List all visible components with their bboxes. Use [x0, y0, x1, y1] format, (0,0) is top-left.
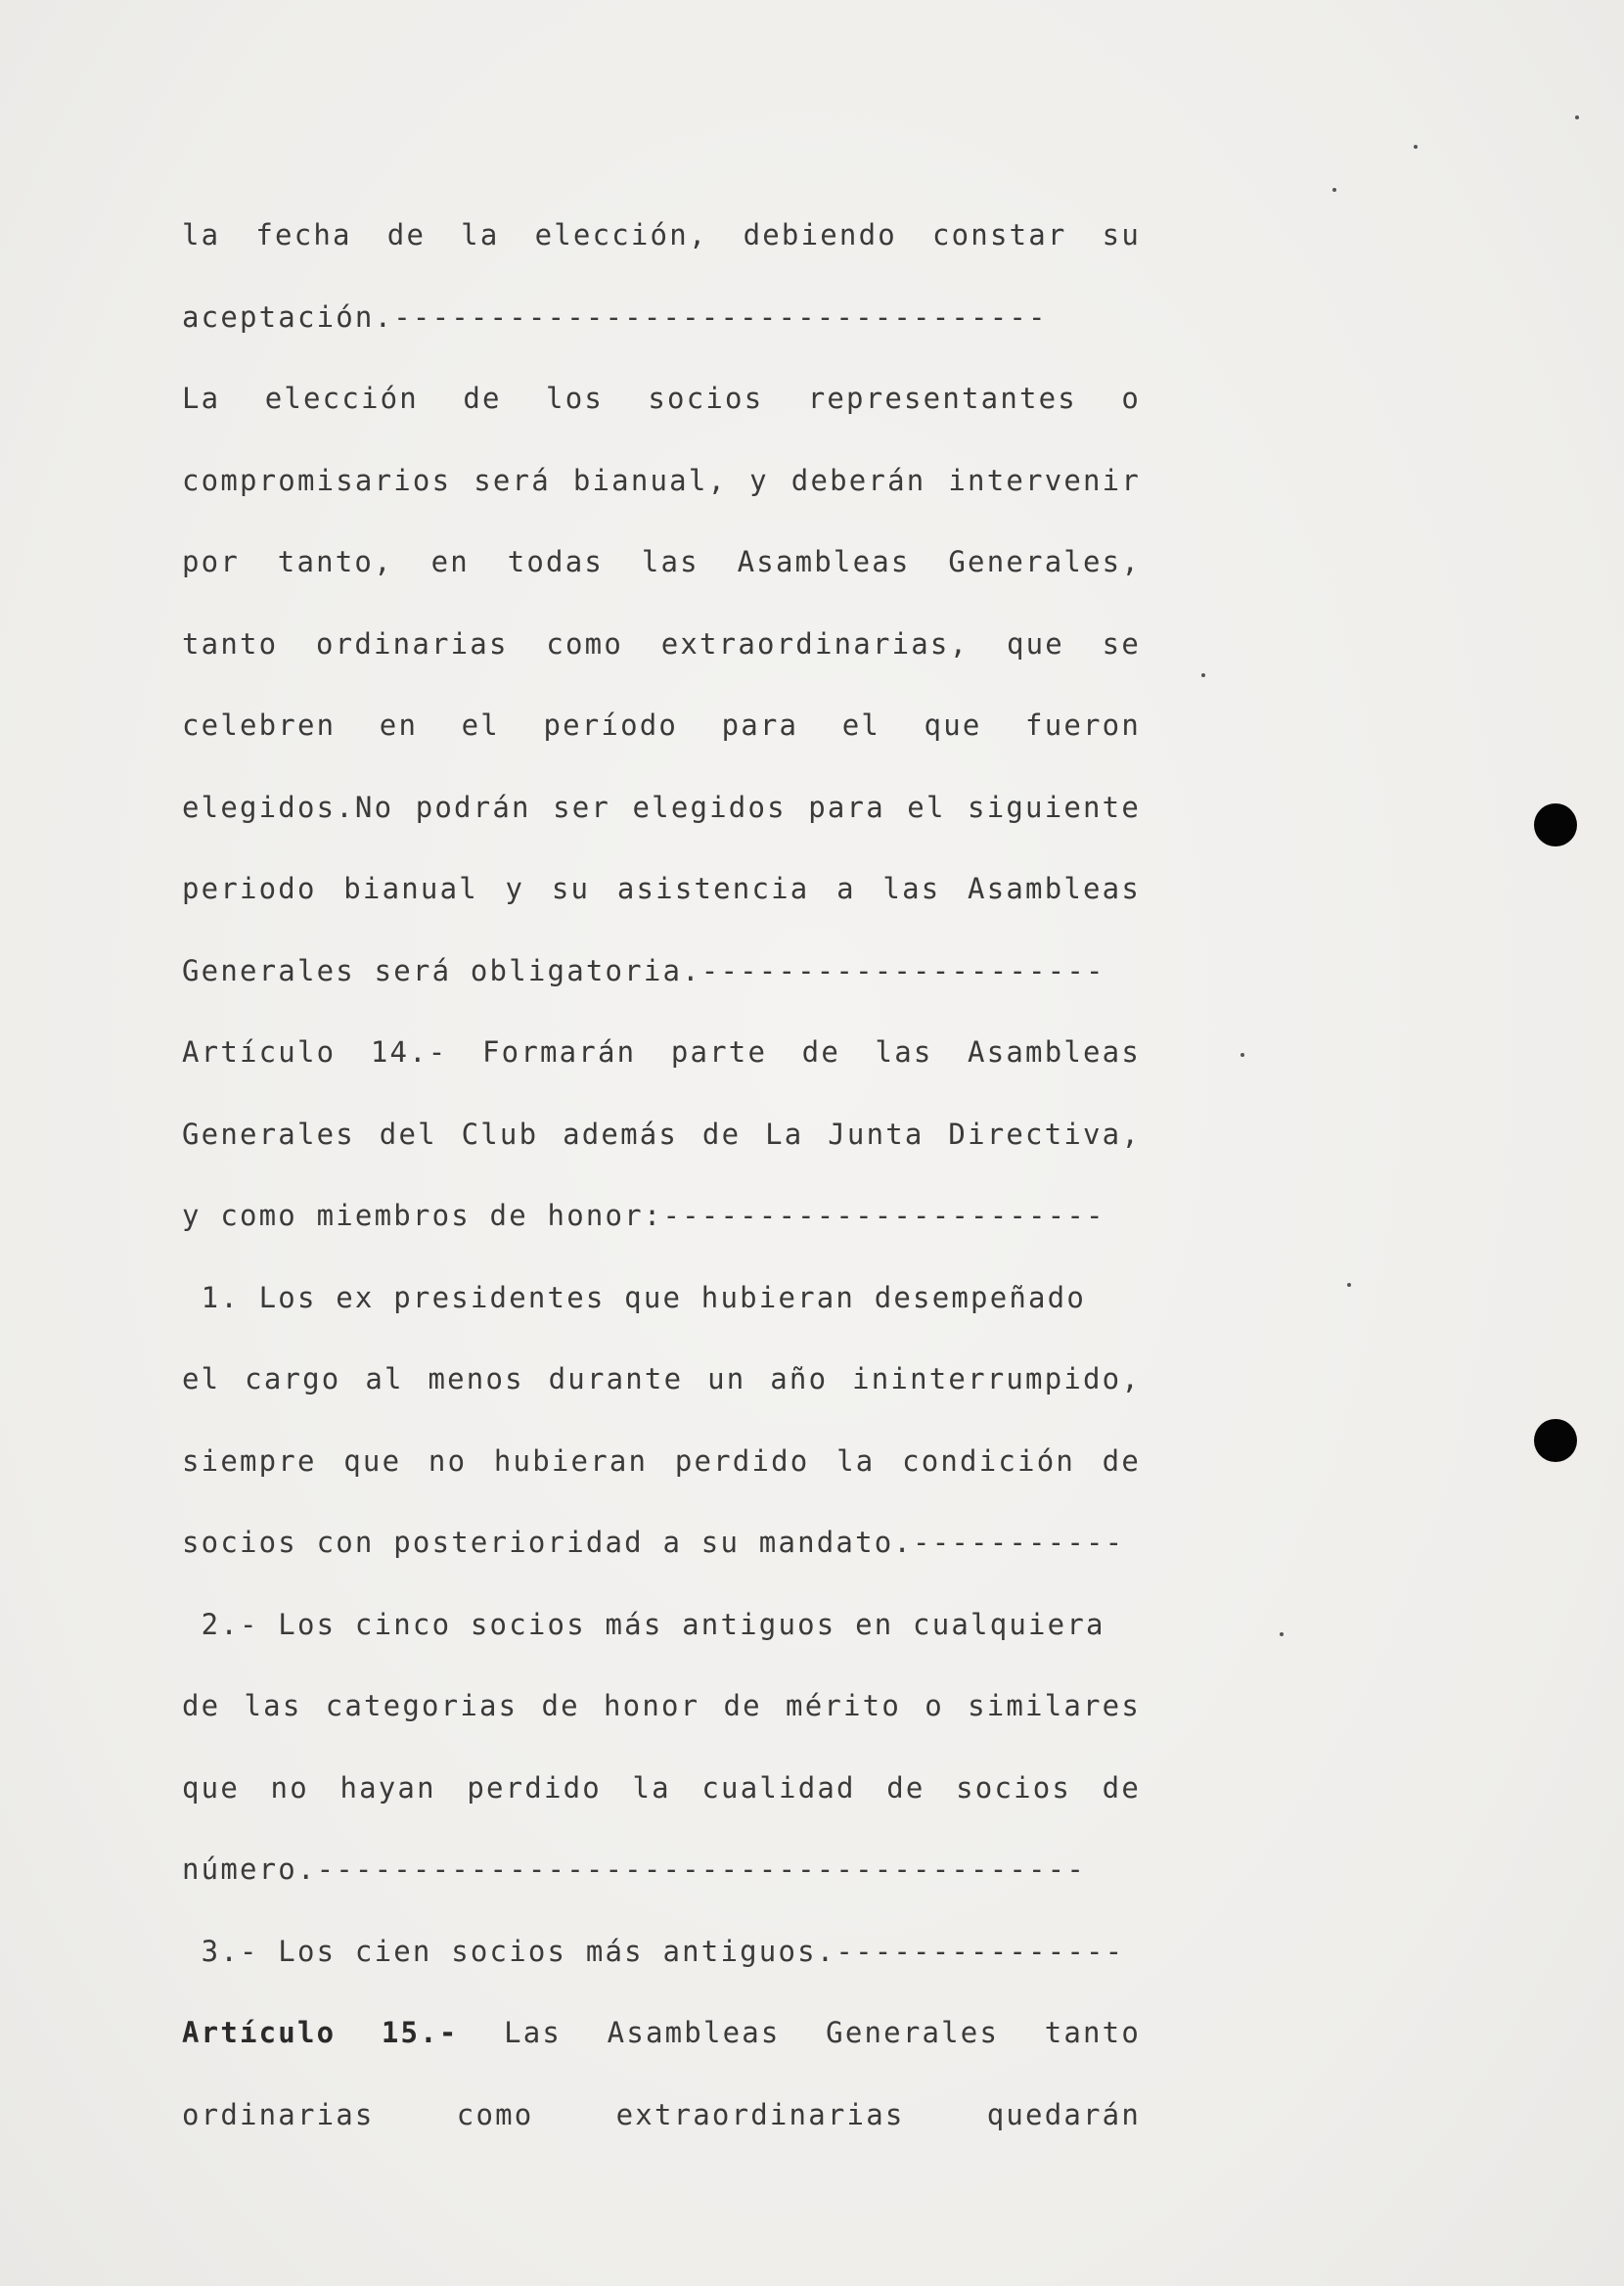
paper-speck: [1575, 115, 1579, 119]
text-line: tanto ordinarias como extraordinarias, que se: [182, 626, 1141, 661]
text-line: socios con posterioridad a su mandato.-----------: [182, 1526, 1125, 1559]
document-body: [182, 206, 1160, 2167]
text-line: La elección de los socios representantes o: [182, 382, 1141, 415]
text-line: Generales del Club además de La Junta Directiva,: [182, 1117, 1141, 1151]
text-line: elegidos.No podrán ser elegidos para el siguiente: [182, 790, 1141, 824]
paper-speck: [1241, 1053, 1244, 1057]
punch-hole-top: [1534, 803, 1577, 846]
list-item-1: 1. Los ex presidentes que hubieran desempeñado: [182, 1280, 1086, 1314]
paper-speck: [1414, 145, 1418, 149]
paper-speck: [1201, 673, 1205, 677]
article-15-heading-line: [182, 2003, 1141, 2085]
text-line: la fecha de la elección, debiendo constar su: [182, 218, 1141, 251]
text-line: y como miembros de honor:-----------------------: [182, 1199, 1105, 1232]
article-15-heading: Artículo 15.-: [182, 2016, 459, 2049]
article-15-text: Las Asambleas Generales tanto: [504, 2016, 1141, 2049]
list-item-3: 3.- Los cien socios más antiguos.---------------: [182, 1934, 1125, 1968]
text-line: aceptación.----------------------------------: [182, 299, 1048, 334]
text-line: el cargo al menos durante un año ininterrumpido,: [182, 1362, 1141, 1395]
text-line: número.----------------------------------------: [182, 1852, 1086, 1886]
text-line: Generales será obligatoria.---------------------: [182, 953, 1105, 987]
text-line: que no hayan perdido la cualidad de socios de: [182, 1770, 1141, 1805]
text-line: compromisarios será bianual, y deberán intervenir: [182, 463, 1141, 497]
article-14-heading-line: Artículo 14.- Formarán parte de las Asambleas: [182, 1035, 1141, 1069]
punch-hole-bottom: [1534, 1419, 1577, 1462]
text-line: siempre que no hubieran perdido la condición de: [182, 1443, 1141, 1478]
paper-speck: [1280, 1632, 1284, 1636]
text-line: por tanto, en todas las Asambleas Generales,: [182, 545, 1141, 578]
text-line: celebren en el período para el que fueron: [182, 709, 1141, 742]
text-line: de las categorias de honor de mérito o similares: [182, 1689, 1141, 1722]
text-line: ordinarias como extraordinarias quedarán: [182, 2097, 1141, 2131]
text-line: periodo bianual y su asistencia a las Asambleas: [182, 872, 1141, 905]
list-item-2: 2.- Los cinco socios más antiguos en cualquiera: [182, 1607, 1105, 1641]
paper-speck: [1332, 188, 1336, 192]
paper-speck: [1347, 1283, 1351, 1287]
